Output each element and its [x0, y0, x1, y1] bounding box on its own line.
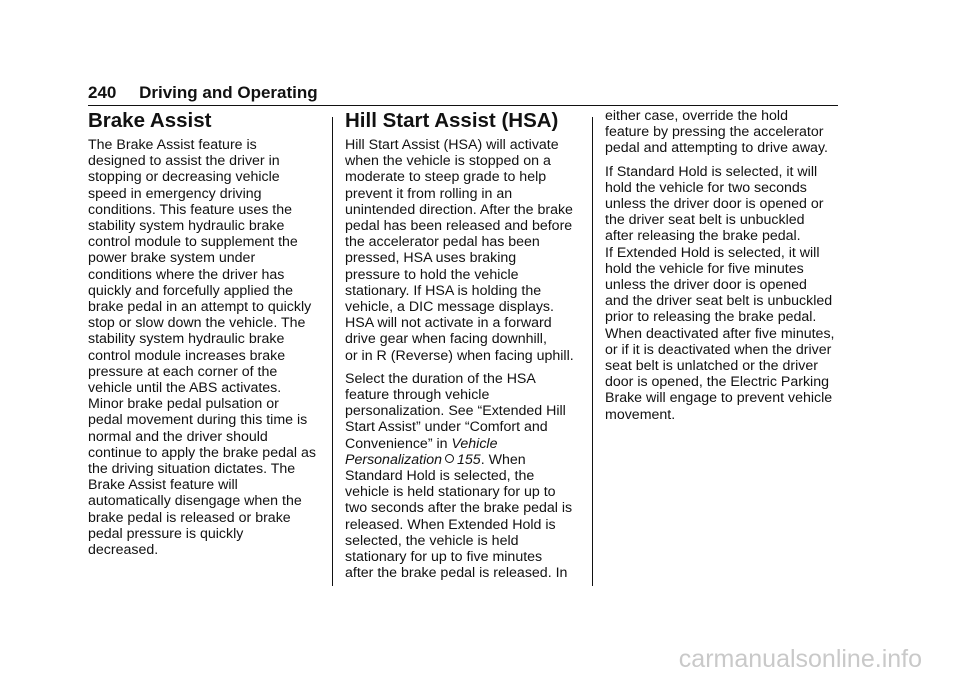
page-number: 240 [88, 83, 117, 102]
text-line: conditions. This feature uses the [88, 201, 293, 218]
column-divider-1 [332, 117, 333, 586]
vehicle-personalization-link[interactable]: Vehicle [451, 435, 498, 452]
text-line: stability system hydraulic brake [88, 331, 285, 348]
text-line: released. When Extended Hold is [345, 516, 556, 533]
text-line: the accelerator pedal has been [345, 234, 540, 251]
text-line: speed in emergency driving [88, 185, 262, 202]
cross-reference-line-2 [345, 452, 581, 468]
column-brake-assist [88, 108, 326, 565]
text-line: pedal and attempting to drive away. [605, 140, 828, 157]
text-line: continue to apply the brake pedal as [88, 444, 316, 461]
vehicle-personalization-link-cont[interactable]: Personalization [345, 451, 443, 468]
text-line: selected, the vehicle is held [345, 532, 519, 549]
text-line: feature through vehicle [345, 387, 490, 404]
text-line: personalization. See “Extended Hill [345, 403, 566, 420]
text-line: pedal pressure is quickly [88, 525, 244, 542]
brake-assist-heading: Brake Assist [88, 109, 212, 132]
text-line: drive gear when facing downhill, [345, 331, 547, 348]
text-line: When deactivated after five minutes, [605, 325, 835, 342]
text-line: the driving situation dictates. The [88, 461, 296, 478]
text-line: or if it is deactivated when the driver [605, 341, 832, 358]
text-line: control module increases brake [88, 347, 286, 364]
hsa-paragraph-4 [605, 164, 841, 423]
hsa-paragraph-1 [345, 137, 581, 364]
text-line: vehicle until the ABS activates. [88, 380, 282, 397]
text-line: stability system hydraulic brake [88, 218, 285, 235]
text-line: stationary for up to five minutes [345, 549, 543, 566]
text-line: power brake system under [88, 250, 256, 267]
hsa-heading: Hill Start Assist (HSA) [345, 109, 559, 132]
text-line: HSA will not activate in a forward [345, 315, 552, 332]
text-line: designed to assist the driver in [88, 153, 280, 170]
text-line: Select the duration of the HSA [345, 370, 536, 387]
text-line: pressure at each corner of the [88, 363, 278, 380]
text-line: Brake Assist feature will [88, 477, 238, 494]
text-line: the driver seat belt is unbuckled [605, 212, 805, 229]
text-line: Start Assist” under “Comfort and [345, 419, 548, 436]
text-line: seat belt is unlatched or the driver [605, 358, 818, 375]
text-line: when the vehicle is stopped on a [345, 153, 551, 170]
text-line: pedal has been released and before [345, 218, 573, 235]
text-line: pressure to hold the vehicle [345, 266, 519, 283]
text-line: hold the vehicle for five minutes [605, 260, 804, 277]
text-line: Standard Hold is selected, the [345, 468, 535, 485]
text-line: unless the driver door is opened [605, 277, 807, 294]
text-line: or in R (Reverse) when facing uphill. [345, 347, 574, 364]
page-reference-icon [445, 454, 454, 463]
column-hill-start-assist [345, 108, 581, 588]
text-line: prevent it from rolling in an [345, 185, 513, 202]
text-line: stationary. If HSA is holding the [345, 282, 542, 299]
text-line: door is opened, the Electric Parking [605, 374, 829, 391]
brake-assist-paragraph [88, 137, 326, 558]
section-title: Driving and Operating [139, 83, 318, 102]
page-reference-number[interactable]: 155 [457, 451, 481, 468]
text-line: brake pedal in an attempt to quickly [88, 299, 312, 316]
text-line: after the brake pedal is released. In [345, 565, 568, 582]
text-line: unintended direction. After the brake [345, 201, 573, 218]
text-line: If Standard Hold is selected, it will [605, 163, 818, 180]
text-line: feature by pressing the accelerator [605, 124, 824, 141]
text-line: control module to supplement the [88, 234, 298, 251]
text-line: vehicle is held stationary for up to [345, 484, 556, 501]
text-line: either case, override the hold [605, 108, 788, 124]
page-header [88, 83, 838, 106]
text-line: movement. [605, 406, 676, 423]
text-fragment: . When [480, 451, 526, 468]
text-line: hold the vehicle for two seconds [605, 179, 807, 196]
text-line: pedal movement during this time is [88, 412, 308, 429]
text-line: stop or slow down the vehicle. The [88, 315, 306, 332]
text-line: and the driver seat belt is unbuckled [605, 293, 833, 310]
text-line: decreased. [88, 542, 159, 559]
text-line: Brake will engage to prevent vehicle [605, 390, 833, 407]
text-line: vehicle, a DIC message displays. [345, 299, 554, 316]
text-fragment: Convenience” in [345, 435, 452, 452]
text-line: normal and the driver should [88, 428, 268, 445]
text-line: automatically disengage when the [88, 493, 302, 510]
column-hsa-continued [605, 108, 841, 430]
text-line: brake pedal is released or brake [88, 509, 291, 526]
text-line: stopping or decreasing vehicle [88, 169, 280, 186]
text-line: conditions where the driver has [88, 266, 285, 283]
text-line: prior to releasing the brake pedal. [605, 309, 817, 326]
text-line: unless the driver door is opened or [605, 196, 824, 213]
column-divider-2 [592, 117, 593, 586]
text-line: Minor brake pedal pulsation or [88, 396, 279, 413]
text-line: pressed, HSA uses braking [345, 250, 517, 267]
cross-reference-line-1 [345, 436, 581, 452]
hsa-paragraph-3 [605, 108, 841, 157]
hsa-paragraph-2 [345, 371, 581, 582]
text-line: two seconds after the brake pedal is [345, 500, 573, 517]
text-line: If Extended Hold is selected, it will [605, 244, 820, 261]
text-line: Hill Start Assist (HSA) will activate [345, 137, 559, 153]
text-line: moderate to steep grade to help [345, 169, 547, 186]
text-line: The Brake Assist feature is [88, 137, 257, 153]
watermark: carmanualsonline.info [678, 645, 922, 673]
text-line: after releasing the brake pedal. [605, 228, 801, 245]
text-line: quickly and forcefully applied the [88, 282, 294, 299]
